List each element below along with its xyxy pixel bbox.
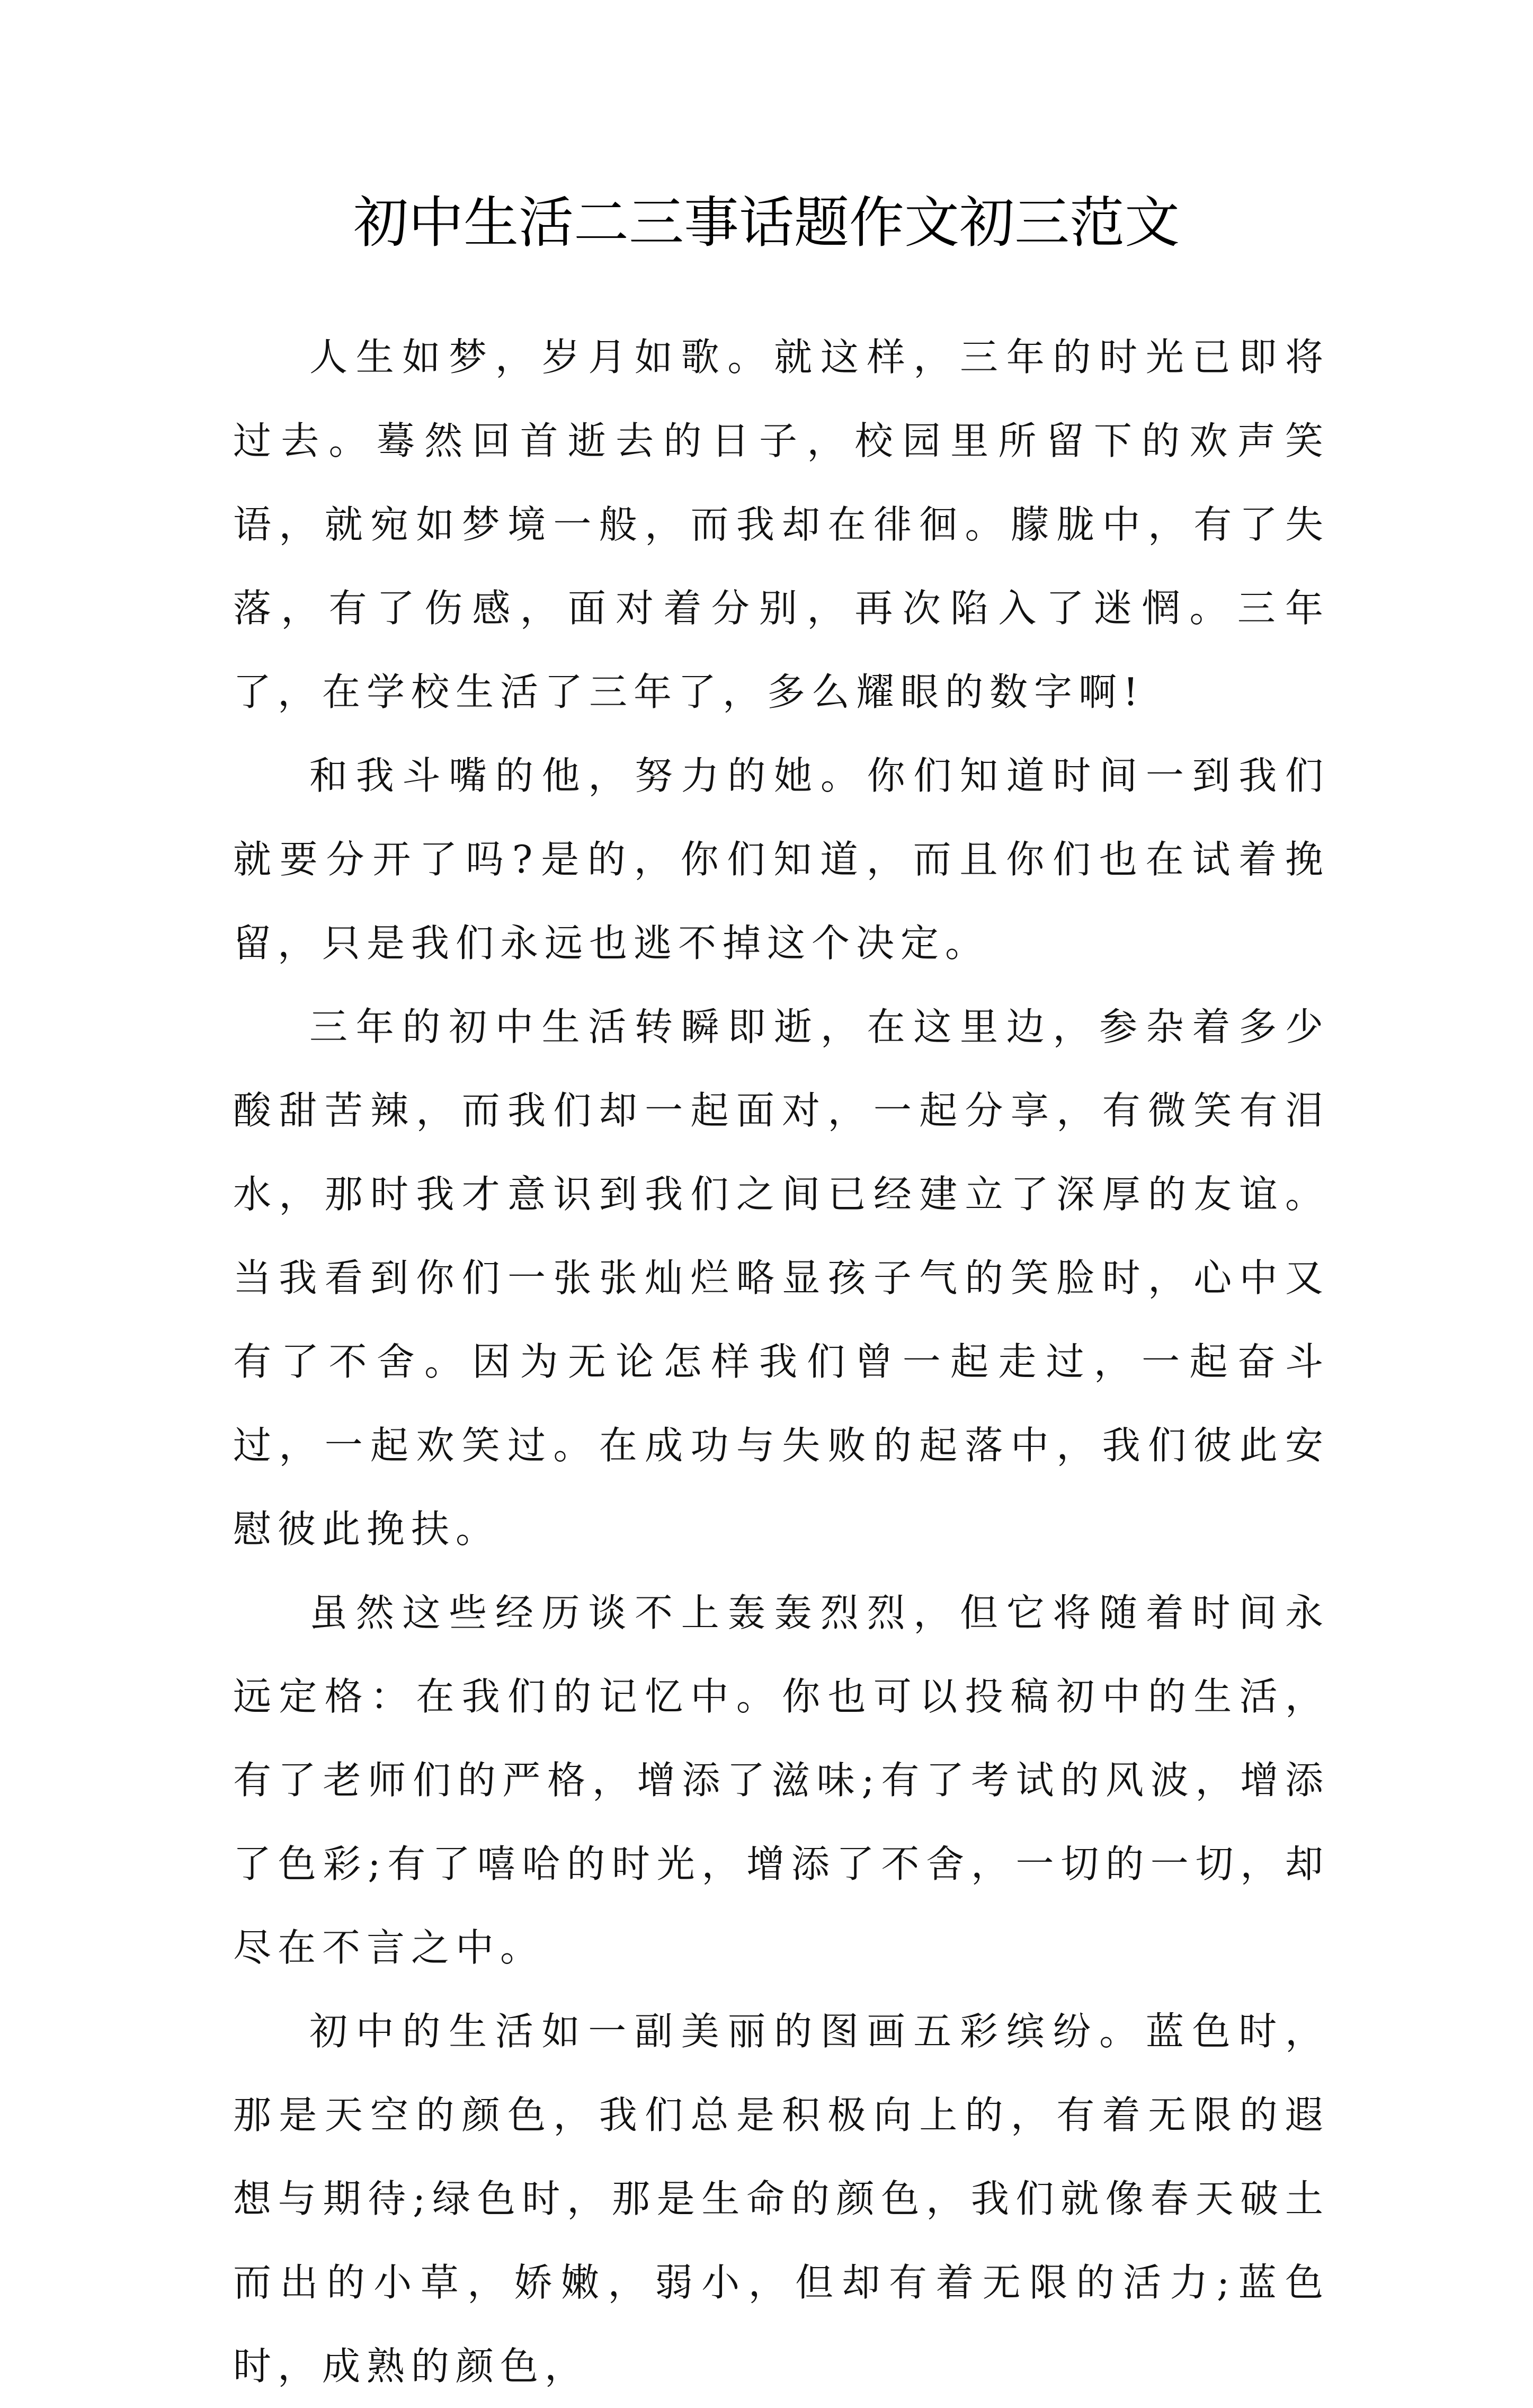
paragraph-1: 人生如梦，岁月如歌。就这样，三年的时光已即将过去。蓦然回首逝去的日子，校园里所留下的欢声笑语，就宛如梦境一般，而我却在徘徊。朦胧中，有了失落，有了伤感，面对着分别，再次陷入了迷惘。三年了，在学校生活了三年了，多么耀眼的数字啊! (233, 335, 1330, 714)
paragraph-3: 三年的初中生活转瞬即逝，在这里边，参杂着多少酸甜苦辣，而我们却一起面对，一起分享，有微笑有泪水，那时我才意识到我们之间已经建立了深厚的友谊。当我看到你们一张张灿烂略显孩子气的笑脸时，心中又有了不舍。因为无论怎样我们曾一起走过，一起奋斗过，一起欢笑过。在成功与失败的起落中，我们彼此安慰彼此挽扶。 (233, 1005, 1330, 1551)
paragraph-4: 虽然这些经历谈不上轰轰烈烈，但它将随着时间永远定格：在我们的记忆中。你也可以投稿初中的生活，有了老师们的严格，增添了滋味;有了考试的风波，增添了色彩;有了嘻哈的时光，增添了不舍，一切的一切，却尽在不言之中。 (233, 1590, 1330, 1970)
paragraph-5: 初中的生活如一副美丽的图画五彩缤纷。蓝色时，那是天空的颜色，我们总是积极向上的，有着无限的遐想与期待;绿色时，那是生命的颜色，我们就像春天破土而出的小草，娇嫩，弱小，但却有着无限的活力;蓝色时，成熟的颜色， (233, 2009, 1330, 2388)
document-title: 初中生活二三事话题作文初三范文 (353, 190, 1180, 255)
paragraph-2: 和我斗嘴的他，努力的她。你们知道时间一到我们就要分开了吗?是的，你们知道，而且你们也在试着挽留，只是我们永远也逃不掉这个决定。 (233, 753, 1330, 965)
document-body (233, 315, 1330, 2408)
